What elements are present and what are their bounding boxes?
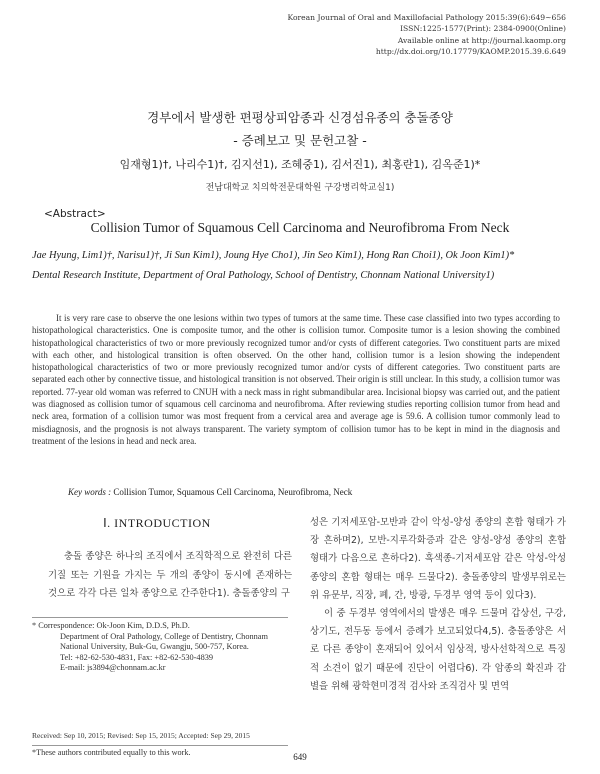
intro-paragraph-1: 성은 기저세포암-모반과 같이 악성-양성 종양의 혼합 형태가 가장 흔하며2), 모반-지루각화증과 같은 양성-양성 종양의 혼합 형태가 다음으로 흔하다2). 흑색종-기저세포암 같은 악성-악성 종양의 혼합 형태는 매우 드물다2). 충돌종양의 발생부위로는 위 유문부, 직장, 폐, 간, 방광, 두경부 영역 등이 있다3). — [310, 517, 566, 601]
intro-left-column: 충돌 종양은 하나의 조직에서 조직학적으로 완전히 다른 기질 또는 기원을 가지는 두 개의 종양이 동시에 존재하는 것으로 각각 다른 일차 종양으로 간주한다1). 충돌종양의 구 — [48, 551, 292, 599]
footnote: *These authors contributed equally to this work. — [32, 745, 288, 757]
correspondence-line: Tel: +82-62-530-4831, Fax: +82-62-530-4839 — [60, 652, 214, 662]
correspondence-line: * Correspondence: Ok-Joon Kim, D.D.S, Ph.D. — [32, 621, 190, 630]
correspondence-email[interactable]: E-mail: js3894@chonnam.ac.kr — [60, 663, 166, 673]
english-authors: Jae Hyung, Lim1)†, Narisu1)†, Ji Sun Kim1), Joung Hye Cho1), Jin Seo Kim1), Hong Ran Choi1), Ok Joon Kim1)* — [32, 250, 515, 261]
journal-header — [226, 12, 566, 57]
english-affiliation: Dental Research Institute, Department of Oral Pathology, School of Dentistry, Chonnam National University1) — [32, 270, 495, 281]
availability: Available online at http://journal.kaomp.org — [397, 35, 566, 45]
correspondence-line: Department of Oral Pathology, College of Dentistry, Chonnam — [60, 631, 268, 641]
abstract-body: It is very rare case to observe the one lesions within two types of tumors at the same time. These case classified into two types according to histopathological characteristics. One is composite tumor, and the other is collision tumor. Composite tumor is a lesion showing the combined histopathological characteristics of two or more previously recognized tumor and/or cysts of different categories. Two constituent parts are mixed with each other, and histological transition is often observed. On the other hand, collision tumor is a lesion showing the independent histopathological characteristics of two or more previously recognized tumor and/or cysts of different categories. Two constituent parts are separated each other by connective tissue, and histological transition is not observed. Their origin is still unclear. In this study, a collision tumor was reported. 77-year old woman was referred to CNUH with a neck mass in right submandibular area. Incisional biopsy was carried out, and the patient was diagnosed as collision tumor of squamous cell carcinoma and neurofibroma. After reviewing studies reporting collision tumor from head and neck area, formation of a collision tumor was most frequent from a cervical area and average age is 59.6. A collision tumor commonly lead to misdiagnosis, and the prognosis is not always transparent. The variety symptom of collision tumor has to be kept in mind in the diagnosis and treatment of the lesions in head and neck area. — [32, 313, 560, 446]
abstract-label: <Abstract> — [44, 208, 106, 220]
doi-link[interactable]: http://dx.doi.org/10.17779/KAOMP.2015.39.6.649 — [375, 46, 566, 56]
korean-authors: 임재형1)†, 나리수1)†, 김지선1), 조혜중1), 김서진1), 최홍란1), 김옥준1)* — [119, 158, 481, 171]
korean-subtitle: - 증례보고 및 문헌고찰 - — [233, 133, 367, 148]
issn: ISSN:1225-1577(Print): 2384-0900(Online) — [400, 24, 566, 34]
korean-title: 경부에서 발생한 편평상피암종과 신경섬유종의 충돌종양 — [147, 110, 453, 125]
keywords-label: Key words : — [68, 487, 112, 497]
keywords-list: Collision Tumor, Squamous Cell Carcinoma, Neurofibroma, Neck — [113, 487, 353, 497]
intro-paragraph-2: 이 중 두경부 영역에서의 발생은 매우 드물며 갑상선, 구강, 상기도, 전두동 등에서 증례가 보고되었다4,5). 충돌종양은 서로 다른 종양이 혼재되어 있어서 임상적, 방사선학적으로 특징적 소견이 없기 때문에 진단이 어렵다6). 각 암종의 확진과 감별을 위해 광학현미경적 검사와 조직검사 및 면역 — [310, 608, 566, 692]
section-heading-introduction: Ⅰ. INTRODUCTION — [103, 516, 211, 530]
keywords — [68, 487, 352, 497]
english-title: Collision Tumor of Squamous Cell Carcinoma and Neurofibroma From Neck — [90, 220, 510, 235]
intro-right-column — [310, 514, 566, 696]
journal-citation: Korean Journal of Oral and Maxillofacial Pathology 2015:39(6):649~656 — [287, 13, 566, 22]
korean-affiliation: 전남대학교 치의학전문대학원 구강병리학교실1) — [205, 183, 395, 193]
correspondence-line: National University, Buk-Gu, Gwangju, 500-757, Korea. — [60, 642, 249, 652]
received-dates: Received: Sep 10, 2015; Revised: Sep 15, 2015; Accepted: Sep 29, 2015 — [32, 731, 250, 740]
correspondence-block — [32, 617, 288, 674]
page-number: 649 — [293, 752, 307, 762]
